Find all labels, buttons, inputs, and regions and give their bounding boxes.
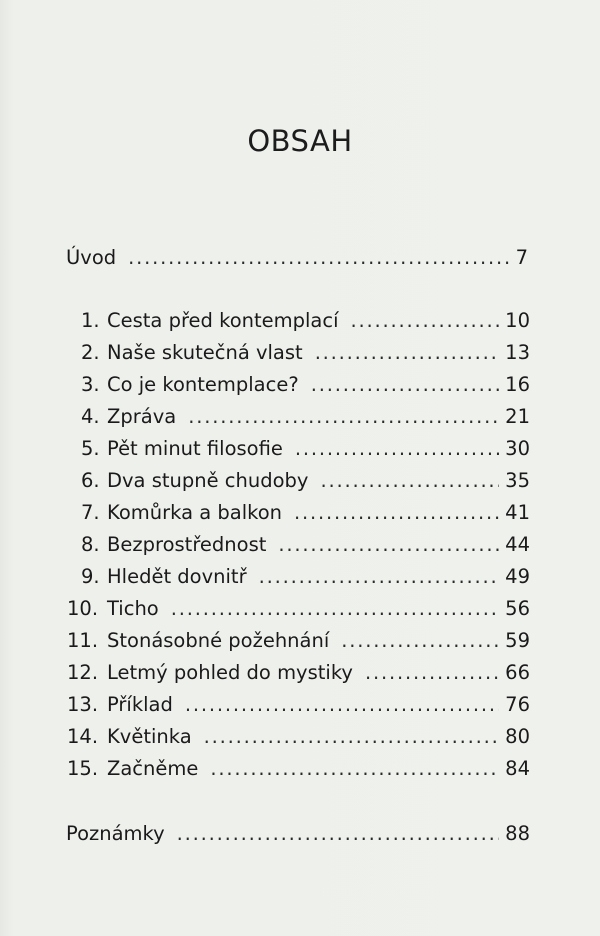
leader-dots	[294, 499, 499, 527]
toc-entry-page: 59	[505, 629, 530, 652]
leader-dots	[171, 595, 499, 623]
toc-entry	[67, 755, 530, 783]
leader-dots	[128, 244, 509, 272]
toc-entry-page: 21	[505, 405, 530, 428]
toc-entry-page: 76	[505, 693, 530, 716]
leader-dots	[341, 627, 499, 655]
leader-dots	[185, 691, 499, 719]
toc-entry-number: 13.	[67, 693, 99, 716]
toc-entry	[67, 627, 530, 655]
toc-entry-number: 15.	[67, 757, 99, 780]
toc-entry-page: 80	[505, 725, 530, 748]
leader-dots	[320, 467, 499, 495]
toc-entry-page: 88	[505, 822, 530, 845]
toc-entry-number: 10.	[67, 597, 99, 620]
toc-entry-label: Zpráva	[107, 405, 177, 428]
toc-entry-label: Ticho	[107, 597, 159, 620]
toc-entry	[67, 723, 530, 751]
leader-dots	[204, 723, 500, 751]
toc-entry-number: 3.	[81, 373, 100, 396]
toc-entry	[81, 307, 530, 335]
leader-dots	[278, 531, 499, 559]
toc-entry-page: 13	[505, 341, 530, 364]
toc-entry-number: 5.	[81, 437, 100, 460]
toc-entry-label: Stonásobné požehnání	[107, 629, 330, 652]
toc-entry-intro	[66, 244, 528, 272]
toc-entry	[67, 659, 530, 687]
toc-entry	[67, 691, 530, 719]
leader-dots	[311, 371, 499, 399]
toc-entry-notes	[66, 820, 530, 848]
toc-entry-label: Dva stupně chudoby	[107, 469, 309, 492]
leader-dots	[188, 403, 499, 431]
toc-entry-page: 49	[505, 565, 530, 588]
leader-dots	[365, 659, 499, 687]
toc-entry-page: 56	[505, 597, 530, 620]
toc-entry-page: 44	[505, 533, 530, 556]
toc-entry-label: Květinka	[107, 725, 192, 748]
toc-entry-page: 66	[505, 661, 530, 684]
toc-entry	[81, 435, 530, 463]
toc-entry-label: Hledět dovnitř	[107, 565, 247, 588]
toc-entry	[81, 467, 530, 495]
toc-entry-label: Co je kontemplace?	[107, 373, 299, 396]
toc-entry-label: Komůrka a balkon	[107, 501, 282, 524]
toc-entry-label: Úvod	[66, 246, 117, 269]
toc-entry-label: Příklad	[107, 693, 173, 716]
toc-entry-number: 8.	[81, 533, 100, 556]
toc-entry-page: 30	[505, 437, 530, 460]
leader-dots	[295, 435, 499, 463]
toc-entry-label: Bezprostřednost	[107, 533, 267, 556]
toc-entry-label: Letmý pohled do mystiky	[107, 661, 353, 684]
toc-entry-number: 14.	[67, 725, 99, 748]
leader-dots	[259, 563, 500, 591]
toc-entry-page: 7	[515, 246, 528, 269]
toc-entry-number: 11.	[67, 629, 99, 652]
toc-entry-label: Začněme	[107, 757, 199, 780]
toc-entry-number: 2.	[81, 341, 100, 364]
toc-entry-page: 84	[505, 757, 530, 780]
toc-entry	[81, 499, 530, 527]
toc-entry-number: 6.	[81, 469, 100, 492]
page-title: OBSAH	[247, 124, 353, 158]
leader-dots	[351, 307, 500, 335]
toc-entry-number: 12.	[67, 661, 99, 684]
toc-entry-number: 9.	[81, 565, 100, 588]
toc-entry	[81, 371, 530, 399]
toc-entry-page: 10	[505, 309, 530, 332]
toc-entry	[81, 403, 530, 431]
toc-entry	[81, 531, 530, 559]
toc-entry	[67, 595, 530, 623]
toc-entry-label: Pět minut filosofie	[107, 437, 283, 460]
toc-entry	[81, 563, 530, 591]
toc-entry-page: 41	[505, 501, 530, 524]
toc-entry	[81, 339, 530, 367]
leader-dots	[177, 820, 500, 848]
toc-entry-label: Poznámky	[66, 822, 165, 845]
toc-entry-label: Naše skutečná vlast	[107, 341, 303, 364]
leader-dots	[315, 339, 499, 367]
toc-entry-number: 1.	[81, 309, 100, 332]
toc-entry-number: 7.	[81, 501, 100, 524]
toc-entry-page: 16	[505, 373, 530, 396]
toc-entry-page: 35	[505, 469, 530, 492]
leader-dots	[210, 755, 499, 783]
toc-entry-label: Cesta před kontemplací	[107, 309, 339, 332]
toc-entry-number: 4.	[81, 405, 100, 428]
